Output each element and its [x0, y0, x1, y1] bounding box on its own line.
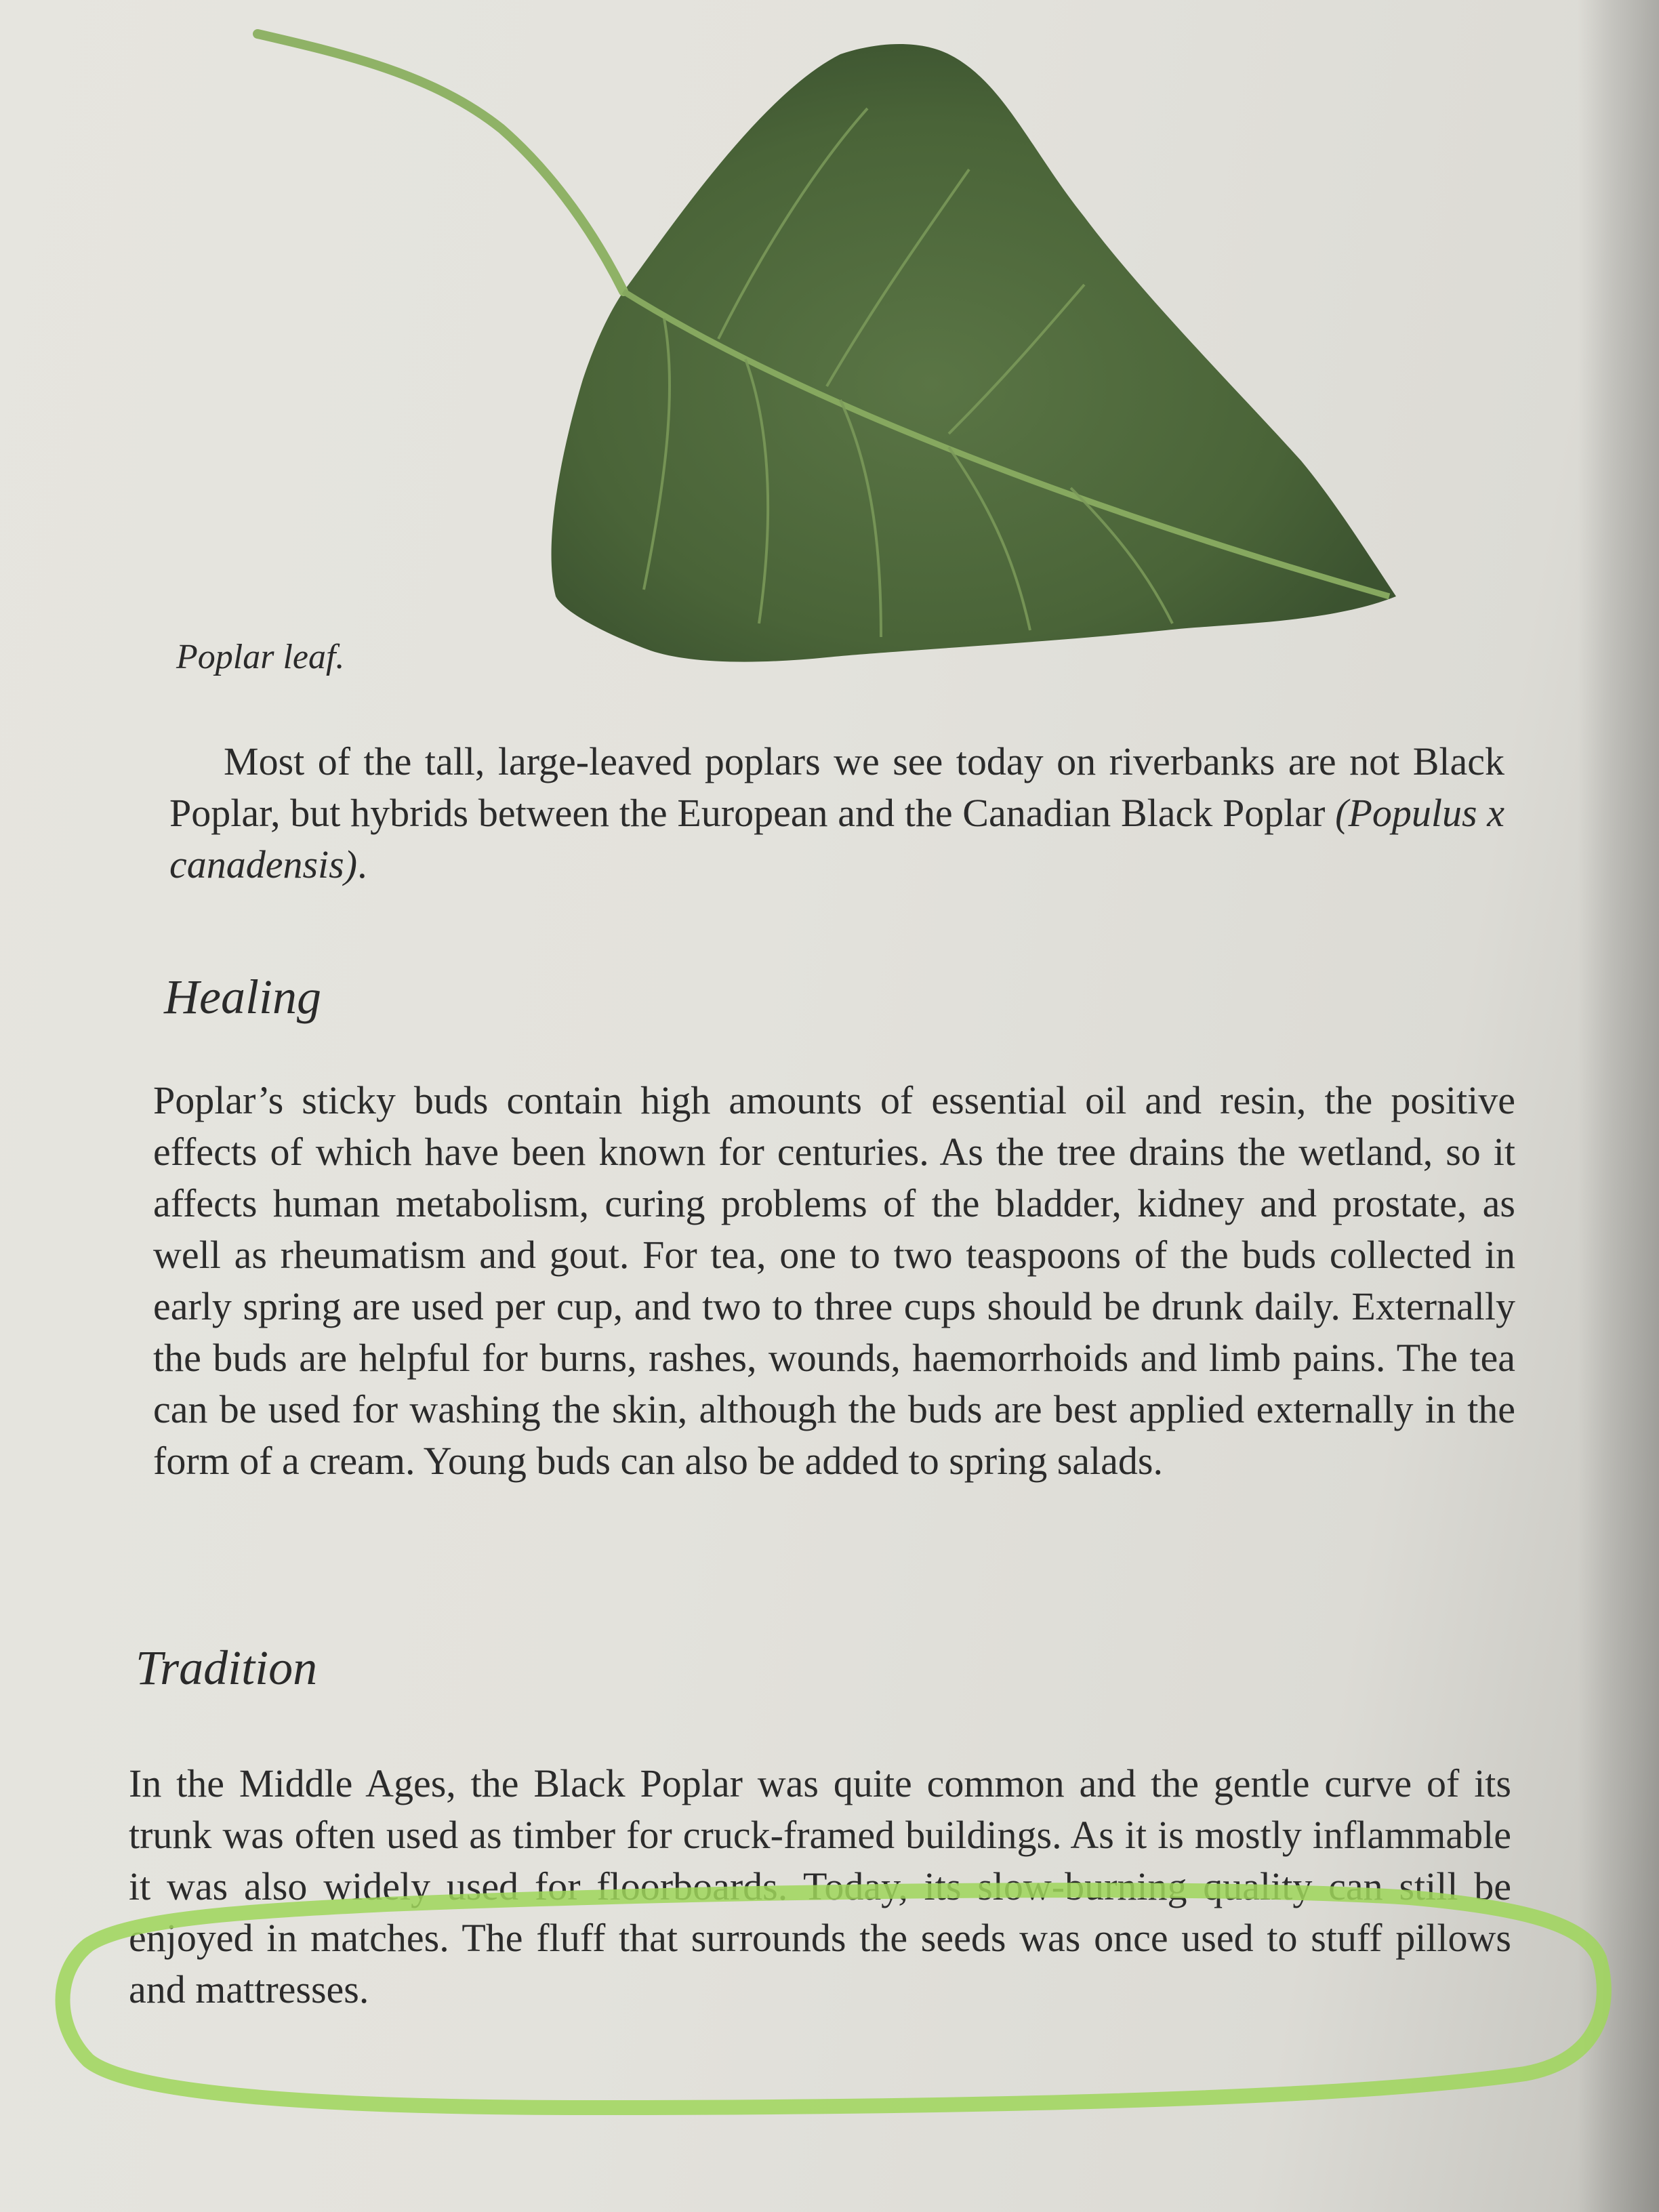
healing-heading: Healing	[164, 970, 321, 1024]
poplar-leaf-illustration	[244, 14, 1437, 691]
tradition-paragraph: In the Middle Ages, the Black Poplar was quite common and the gentle curve of its trunk was often used as timber for cruck-framed buildings. As it is mostly inflammable it was also widely used for floorboards. Today, its slow-burning quality can still be enjoyed in matches. The fluff that surrounds the seeds was once used to stuff pillows and mattresses.	[129, 1761, 1511, 2011]
latin-name: (Populus x canadensis)	[169, 791, 1504, 886]
figure-caption: Poplar leaf.	[176, 638, 345, 676]
leaf-blade	[552, 44, 1396, 662]
page-spine-shadow	[1578, 0, 1659, 2212]
tradition-heading: Tradition	[136, 1641, 318, 1695]
intro-paragraph	[169, 736, 1504, 890]
leaf-stem	[258, 34, 623, 291]
intro-text-end: .	[357, 842, 367, 886]
healing-paragraph: Poplar’s sticky buds contain high amounts of essential oil and resin, the positive effects of which have been known for centuries. As the tree drains the wetland, so it affects human metabolism, curing problems of the bladder, kidney and prostate, as well as rheumatism and gout. For tea, one to two teaspoons of the buds collected in early spring are used per cup, and two to three cups should be drunk daily. Externally the buds are helpful for burns, rashes, wounds, haemorrhoids and limb pains. The tea can be used for washing the skin, although the buds are best applied externally in the form of a cream. Young buds can also be added to spring salads.	[153, 1078, 1515, 1483]
intro-text: Most of the tall, large-leaved poplars we see today on riverbanks are not Black Poplar, but hybrids between the European and the Canadian Black Poplar	[169, 739, 1504, 835]
